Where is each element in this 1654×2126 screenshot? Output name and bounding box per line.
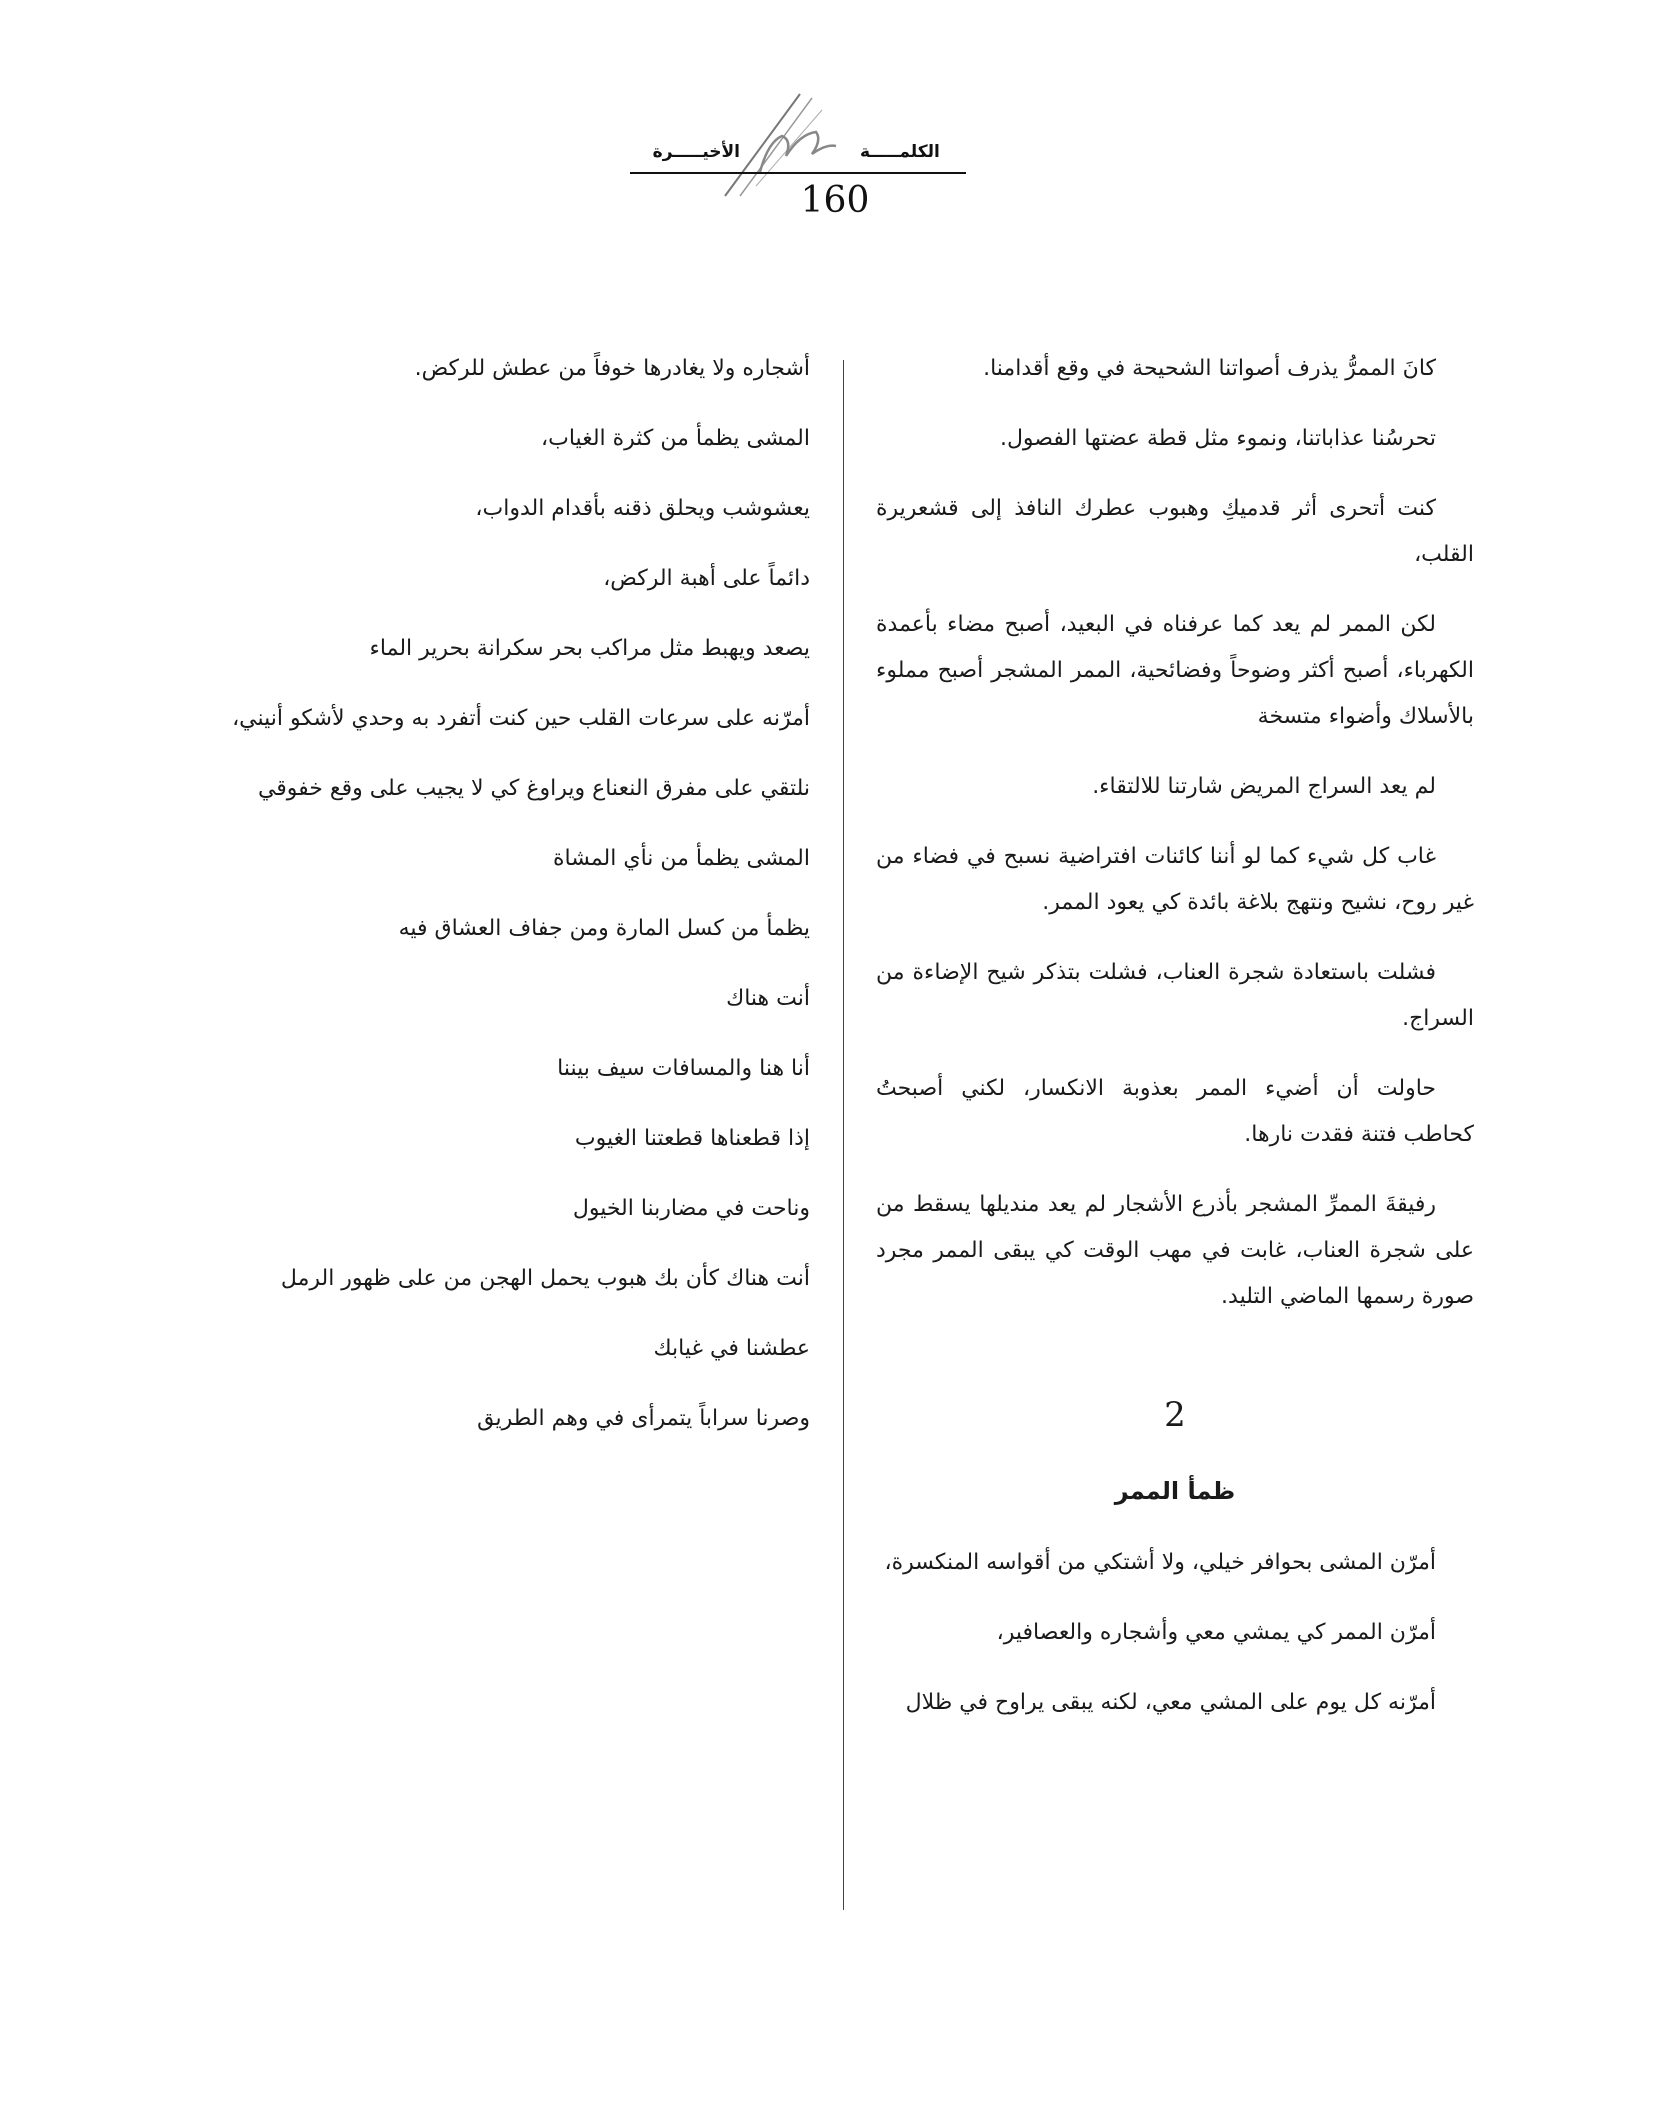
- section-title: ظمأ الممر: [1114, 1477, 1236, 1505]
- paragraph: تحرسُنا عذاباتنا، ونموء مثل قطة عضتها الفصول.: [999, 426, 1436, 451]
- right-column: [876, 346, 1474, 1750]
- verse-line: يظمأ من كسل المارة ومن جفاف العشاق فيه: [398, 916, 810, 941]
- paragraph: لكن الممر لم يعد كما عرفناه في البعيد، أصبح مضاء بأعمدة الكهرباء، أصبح أكثر وضوحاً وفضائحية، الممر المشجر أصبح مملوء بالأسلاك وأضواء متسخة: [876, 612, 1474, 729]
- verse-line: عطشنا في غيابك: [653, 1336, 810, 1361]
- header-rule: [630, 172, 966, 174]
- paragraph: لم يعد السراج المريض شارتنا للالتقاء.: [1092, 774, 1436, 799]
- paragraph: أمرّن الممر كي يمشي معي وأشجاره والعصافير،: [996, 1620, 1436, 1645]
- verse-line: وناحت في مضاربنا الخيول: [572, 1196, 810, 1221]
- verse-line: إذا قطعناها قطعتنا الغيوب: [574, 1126, 810, 1151]
- paragraph: كانَ الممرُّ يذرف أصواتنا الشحيحة في وقع أقدامنا.: [983, 356, 1436, 381]
- verse-line: أنا هنا والمسافات سيف بيننا: [557, 1056, 810, 1081]
- paragraph: كنت أتحرى أثر قدميكِ وهبوب عطرك النافذ إلى قشعريرة القلب،: [876, 496, 1474, 567]
- paragraph: حاولت أن أضيء الممر بعذوبة الانكسار، لكني أصبحتُ كحاطب فتنة فقدت نارها.: [876, 1076, 1474, 1147]
- header-label-akhira: الأخيـــــرة: [652, 142, 740, 162]
- verse-line: دائماً على أهبة الركض،: [603, 566, 810, 591]
- verse-line: أنت هناك: [726, 986, 810, 1011]
- page-number: 160: [800, 180, 870, 221]
- paragraph: أمرّن المشى بحوافر خيلي، ولا أشتكي من أقواسه المنكسرة،: [884, 1550, 1436, 1575]
- verse-line: المشى يظمأ من نأي المشاة: [552, 846, 810, 871]
- header-label-kalima: الكلمـــــة: [860, 142, 940, 162]
- verse-line: يصعد ويهبط مثل مراكب بحر سكرانة بحرير الماء: [369, 636, 810, 661]
- verse-line: أمرّنه على سرعات القلب حين كنت أتفرد به وحدي لأشكو أنيني،: [232, 706, 810, 731]
- verse-line: يعشوشب ويحلق ذقنه بأقدام الدواب،: [475, 496, 810, 521]
- paragraph: أمرّنه كل يوم على المشي معي، لكنه يبقى يراوح في ظلال: [905, 1690, 1436, 1715]
- section-number: 2: [1164, 1395, 1186, 1435]
- verse-line: أشجاره ولا يغادرها خوفاً من عطش للركض.: [414, 356, 810, 381]
- verse-line: أنت هناك كأن بك هبوب يحمل الهجن من على ظهور الرمل: [280, 1266, 810, 1291]
- verse-line: المشى يظمأ من كثرة الغياب،: [541, 426, 810, 451]
- paragraph: فشلت باستعادة شجرة العناب، فشلت بتذكر شيح الإضاءة من السراج.: [876, 960, 1474, 1031]
- verse-line: وصرنا سراباً يتمرأى في وهم الطريق: [477, 1406, 810, 1431]
- paragraph: غاب كل شيء كما لو أننا كائنات افتراضية نسبح في فضاء من غير روح، نشيح ونتهج بلاغة بائدة كي يعود الممر.: [876, 844, 1474, 915]
- paragraph: رفيقةَ الممرِّ المشجر بأذرع الأشجار لم يعد منديلها يسقط من على شجرة العناب، غابت في مهب الوقت كي يبقى الممر مجرد صورة رسمها الماضي التليد.: [876, 1192, 1474, 1309]
- verse-line: نلتقي على مفرق النعناع ويراوغ كي لا يجيب على وقع خفوقي: [257, 776, 810, 801]
- column-divider: [843, 360, 844, 1910]
- page-header: [560, 88, 1020, 268]
- left-column: [130, 346, 810, 1466]
